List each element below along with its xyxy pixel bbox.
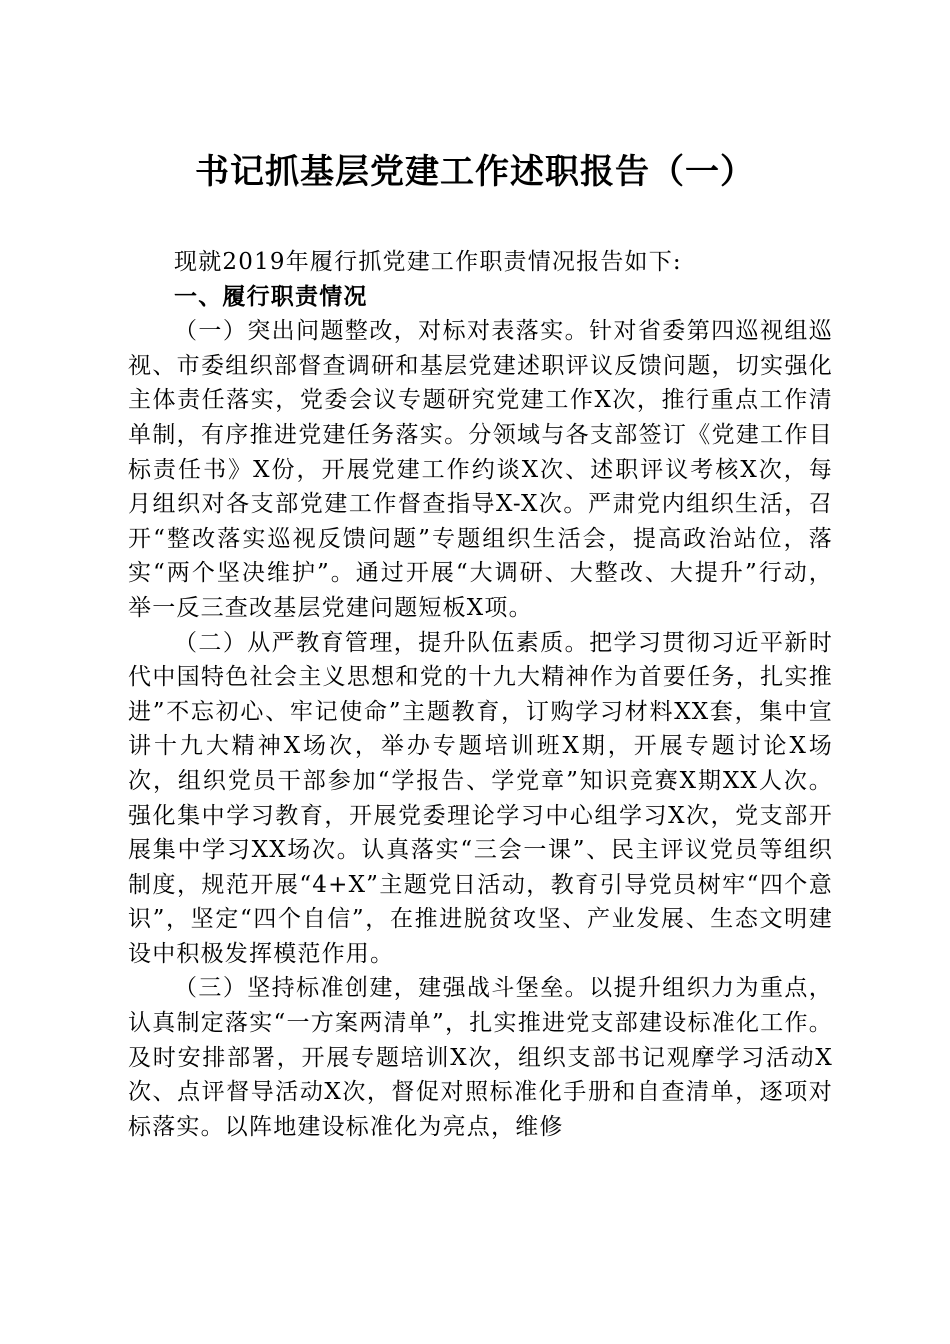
- paragraph-text: 把学习贯彻习近平新时代中国特色社会主义思想和党的十九大精神作为首要任务，扎实推进”不忘初心、牢记使命”主题教育，订购学习材料XX套，集中宣讲十九大精神X场次，举办专题培训班X期，开展专题讨论X场次，组织党员干部参加“学报告、学党章”知识竞赛X期XX人次。强化集中学习教育，开展党委理论学习中心组学习X次，党支部开展集中学习XX场次。认真落实“三会一课”、民主评议党员等组织制度，规范开展“4+X”主题党日活动，教育引导党员树牢“四个意识”，坚定“四个自信”，在推进脱贫攻坚、产业发展、生态文明建设中积极发挥模范作用。: [128, 629, 833, 967]
- document-title: 书记抓基层党建工作述职报告（一）: [195, 152, 755, 192]
- paragraph-text: 以提升组织力为重点，认真制定落实“一方案两清单”，扎实推进党支部建设标准化工作。及时安排部署，开展专题培训X次，组织支部书记观摩学习活动X次、点评督导活动X次，督促对照标准化手册和自查清单，逐项对标落实。以阵地建设标准化为亮点，维修: [128, 975, 833, 1140]
- paragraph-lead: （一）突出问题整改，对标对表落实。: [174, 318, 590, 345]
- intro-paragraph: 现就2019年履行抓党建工作职责情况报告如下:: [174, 249, 682, 275]
- body-paragraph: [128, 314, 833, 625]
- section-heading: 一、履行职责情况: [174, 282, 368, 310]
- paragraph-text: 针对省委第四巡视组巡视、市委组织部督查调研和基层党建述职评议反馈问题，切实强化主体责任落实，党委会议专题研究党建工作X次，推行重点工作清单制，有序推进党建任务落实。分领域与各支部签订《党建工作目标责任书》X份，开展党建工作约谈X次、述职评议考核X次，每月组织对各支部党建工作督查指导X-X次。严肃党内组织生活，召开“整改落实巡视反馈问题”专题组织生活会，提高政治站位，落实“两个坚决维护”。通过开展“大调研、大整改、大提升”行动，举一反三查改基层党建问题短板X项。: [128, 318, 833, 621]
- body-paragraph: [128, 971, 833, 1144]
- paragraph-lead: （二）从严教育管理，提升队伍素质。: [174, 629, 590, 656]
- body-paragraph: [128, 626, 833, 972]
- document-body: [128, 245, 833, 1144]
- paragraph-lead: （三）坚持标准创建，建强战斗堡垒。: [174, 975, 590, 1002]
